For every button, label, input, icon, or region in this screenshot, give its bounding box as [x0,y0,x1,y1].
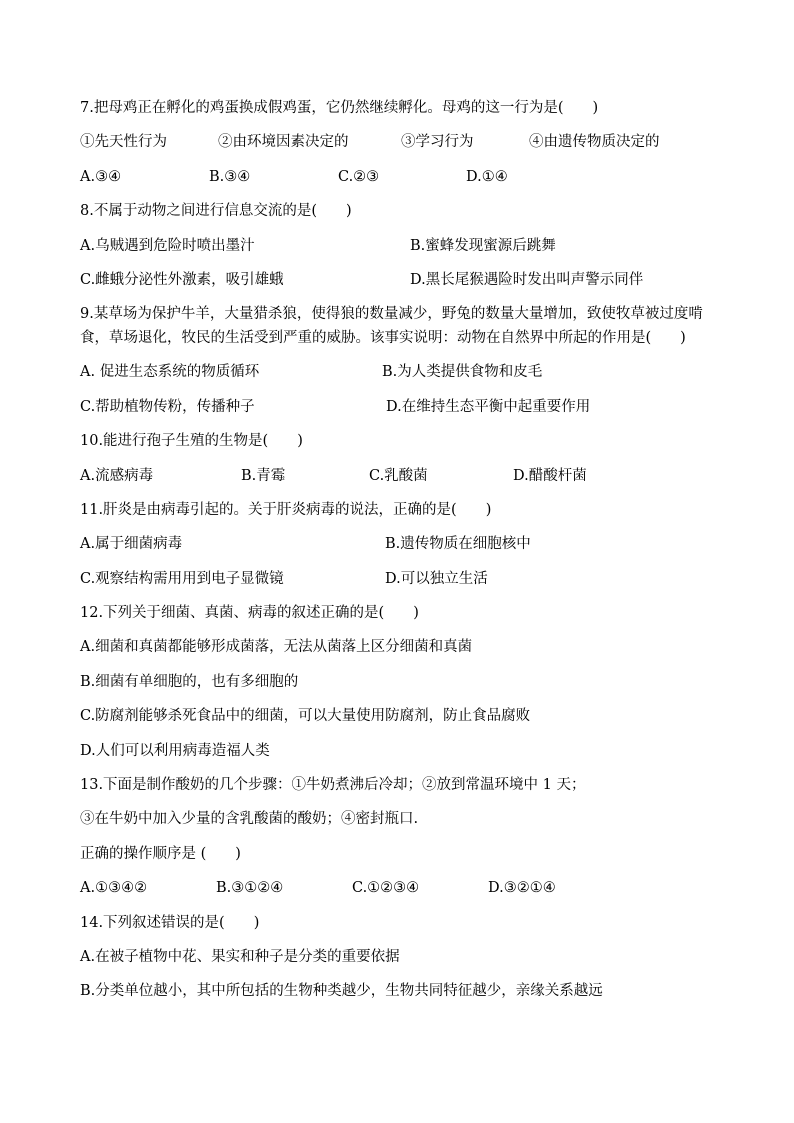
option-d[interactable]: D.③②①④ [488,880,556,897]
option-c[interactable]: C.②③ [338,168,380,185]
option-a[interactable]: A.属于细菌病毒 [80,536,183,553]
question-13-stem-line1: 13.下面是制作酸奶的几个步骤：①牛奶煮沸后冷却；②放到常温环境中 1 天； [80,777,586,794]
option-c[interactable]: C.帮助植物传粉，传播种子 [80,398,255,415]
question-11-options-row2 [80,562,720,596]
statement-2: ②由环境因素决定的 [218,134,349,151]
option-d[interactable]: D.可以独立生活 [385,570,488,587]
option-a[interactable]: A.在被子植物中花、果实和种子是分类的重要依据 [80,948,400,965]
option-d[interactable]: D.黑长尾猴遇险时发出叫声警示同伴 [410,271,644,288]
option-b[interactable]: B.细菌有单细胞的，也有多细胞的 [80,673,299,690]
question-8-options-row1 [80,229,720,263]
option-d[interactable]: D.醋酸杆菌 [513,467,587,484]
question-10-stem: 10.能进行孢子生殖的生物是( ) [80,433,303,450]
question-7-stem: 7.把母鸡正在孵化的鸡蛋换成假鸡蛋，它仍然继续孵化。母鸡的这一行为是( ) [80,100,599,116]
option-a[interactable]: A. 促进生态系统的物质循环 [80,364,260,381]
option-b[interactable]: B.蜜蜂发现蜜源后跳舞 [410,237,556,254]
option-c[interactable]: C.雌蛾分泌性外激素，吸引雄蛾 [80,271,284,288]
question-8-stem: 8.不属于动物之间进行信息交流的是( ) [80,203,352,220]
question-13-stem-line3: 正确的操作顺序是 ( ) [80,845,241,862]
option-d[interactable]: D.①④ [466,168,508,185]
question-10-options [80,459,720,493]
option-b[interactable]: B.遗传物质在细胞核中 [385,536,531,553]
question-7-statements [80,125,720,159]
question-9-options-row2 [80,390,720,424]
option-b[interactable]: B.青霉 [241,467,286,484]
option-a[interactable]: A.细菌和真菌都能够形成菌落，无法从菌落上区分细菌和真菌 [80,639,473,656]
exam-page [80,91,720,1009]
question-14-stem: 14.下列叙述错误的是( ) [80,914,260,931]
option-c[interactable]: C.乳酸菌 [369,467,428,484]
option-b[interactable]: B.分类单位越小，其中所包括的生物种类越少，生物共同特征越少，亲缘关系越远 [80,983,603,1000]
question-7-options [80,160,720,194]
option-d[interactable]: D.人们可以利用病毒造福人类 [80,742,270,759]
question-13-stem-line2: ③在牛奶中加入少量的含乳酸菌的酸奶；④密封瓶口. [80,811,419,828]
question-9-stem: 9.某草场为保护牛羊，大量猎杀狼，使得狼的数量减少，野兔的数量大量增加，致使牧草被过度啃食，草场退化，牧民的生活受到严重的威胁。该事实说明：动物在自然界中所起的作用是( ) [80,306,703,346]
option-b[interactable]: B.③①②④ [216,880,284,897]
question-9-options-row1 [80,355,720,389]
option-a[interactable]: A.③④ [80,168,122,185]
option-b[interactable]: B.③④ [209,168,251,185]
statement-3: ③学习行为 [401,134,474,151]
option-a[interactable]: A.①③④② [80,880,148,897]
option-c[interactable]: C.防腐剂能够杀死食品中的细菌，可以大量使用防腐剂，防止食品腐败 [80,708,531,725]
statement-1: ①先天性行为 [80,134,167,151]
statement-4: ④由遗传物质决定的 [529,134,660,151]
option-a[interactable]: A.乌贼遇到危险时喷出墨汁 [80,237,255,254]
question-8-options-row2 [80,263,720,297]
question-11-stem: 11.肝炎是由病毒引起的。关于肝炎病毒的说法，正确的是( ) [80,501,492,518]
option-c[interactable]: C.①②③④ [352,880,420,897]
option-a[interactable]: A.流感病毒 [80,467,154,484]
option-c[interactable]: C.观察结构需用用到电子显微镜 [80,570,284,587]
question-13-options [80,871,720,905]
question-11-options-row1 [80,527,720,561]
option-b[interactable]: B.为人类提供食物和皮毛 [382,364,543,381]
option-d[interactable]: D.在维持生态平衡中起重要作用 [386,398,591,415]
question-12-stem: 12.下列关于细菌、真菌、病毒的叙述正确的是( ) [80,605,419,622]
